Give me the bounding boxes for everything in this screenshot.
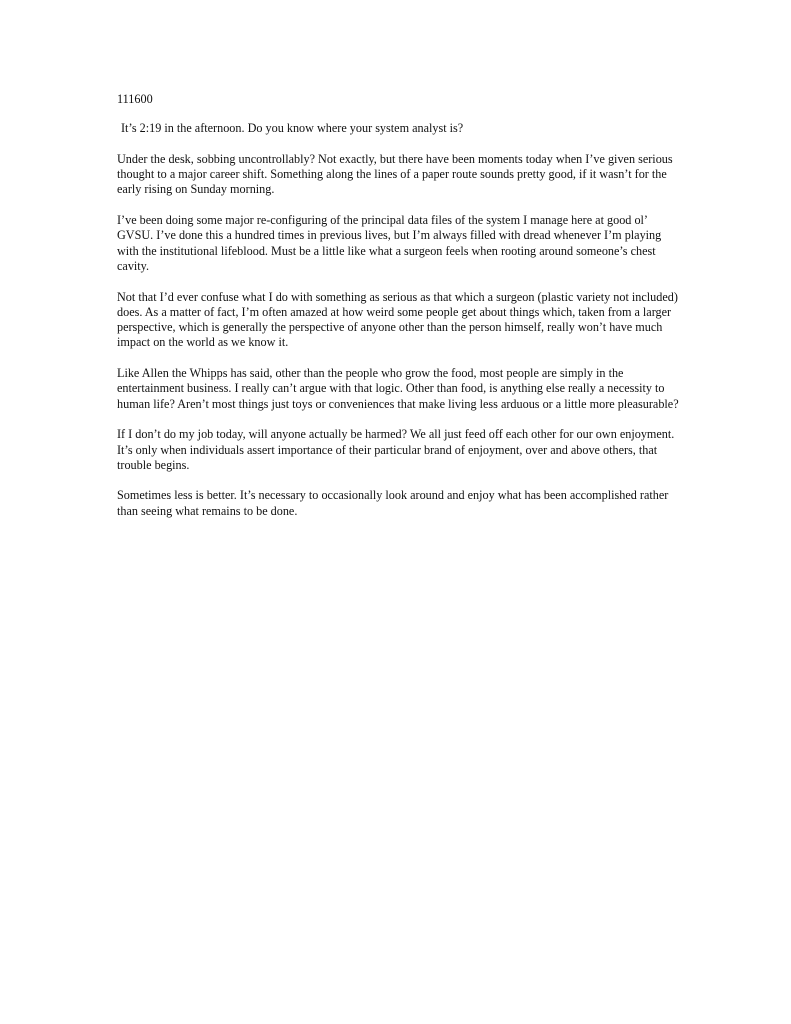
document-body <box>117 92 683 534</box>
paragraph-7: Sometimes less is better. It’s necessary to occasionally look around and enjoy what has been accomplished rather than seeing what remains to be done. <box>117 488 669 518</box>
paragraph-2: Under the desk, sobbing uncontrollably? Not exactly, but there have been moments today when I’ve given serious thought to a major career shift. Something along the lines of a paper route sounds pretty good, if it wasn’t for the early rising on Sunday morning. <box>117 151 673 197</box>
paragraph-4: Not that I’d ever confuse what I do with something as serious as that which a surgeon (plastic variety not included) does. As a matter of fact, I’m often amazed at how weird some people get about things which, taken from a larger perspective, which is generally the perspective of anyone other than the person himself, really won’t have much impact on the world as we know it. <box>117 289 678 350</box>
document-id: 111600 <box>117 92 153 106</box>
paragraph-3: I’ve been doing some major re-configuring of the principal data files of the system I manage here at good ol’ GVSU. I’ve done this a hundred times in previous lives, but I’m always filled with dread whenever I’m playing with the institutional lifeblood. Must be a little like what a surgeon feels when rooting around someone’s chest cavity. <box>117 213 662 273</box>
paragraph-5: Like Allen the Whipps has said, other than the people who grow the food, most people are simply in the entertainment business. I really can’t argue with that logic. Other than food, is anything else really a necessity to human life? Aren’t most things just toys or conveniences that make living less arduous or a little more pleasurable? <box>117 366 679 411</box>
paragraph-6: If I don’t do my job today, will anyone actually be harmed? We all just feed off each other for our own enjoyment. It’s only when individuals assert importance of their particular brand of enjoyment, over and above others, that trouble begins. <box>117 427 675 472</box>
paragraph-1: It’s 2:19 in the afternoon. Do you know where your system analyst is? <box>121 121 464 136</box>
